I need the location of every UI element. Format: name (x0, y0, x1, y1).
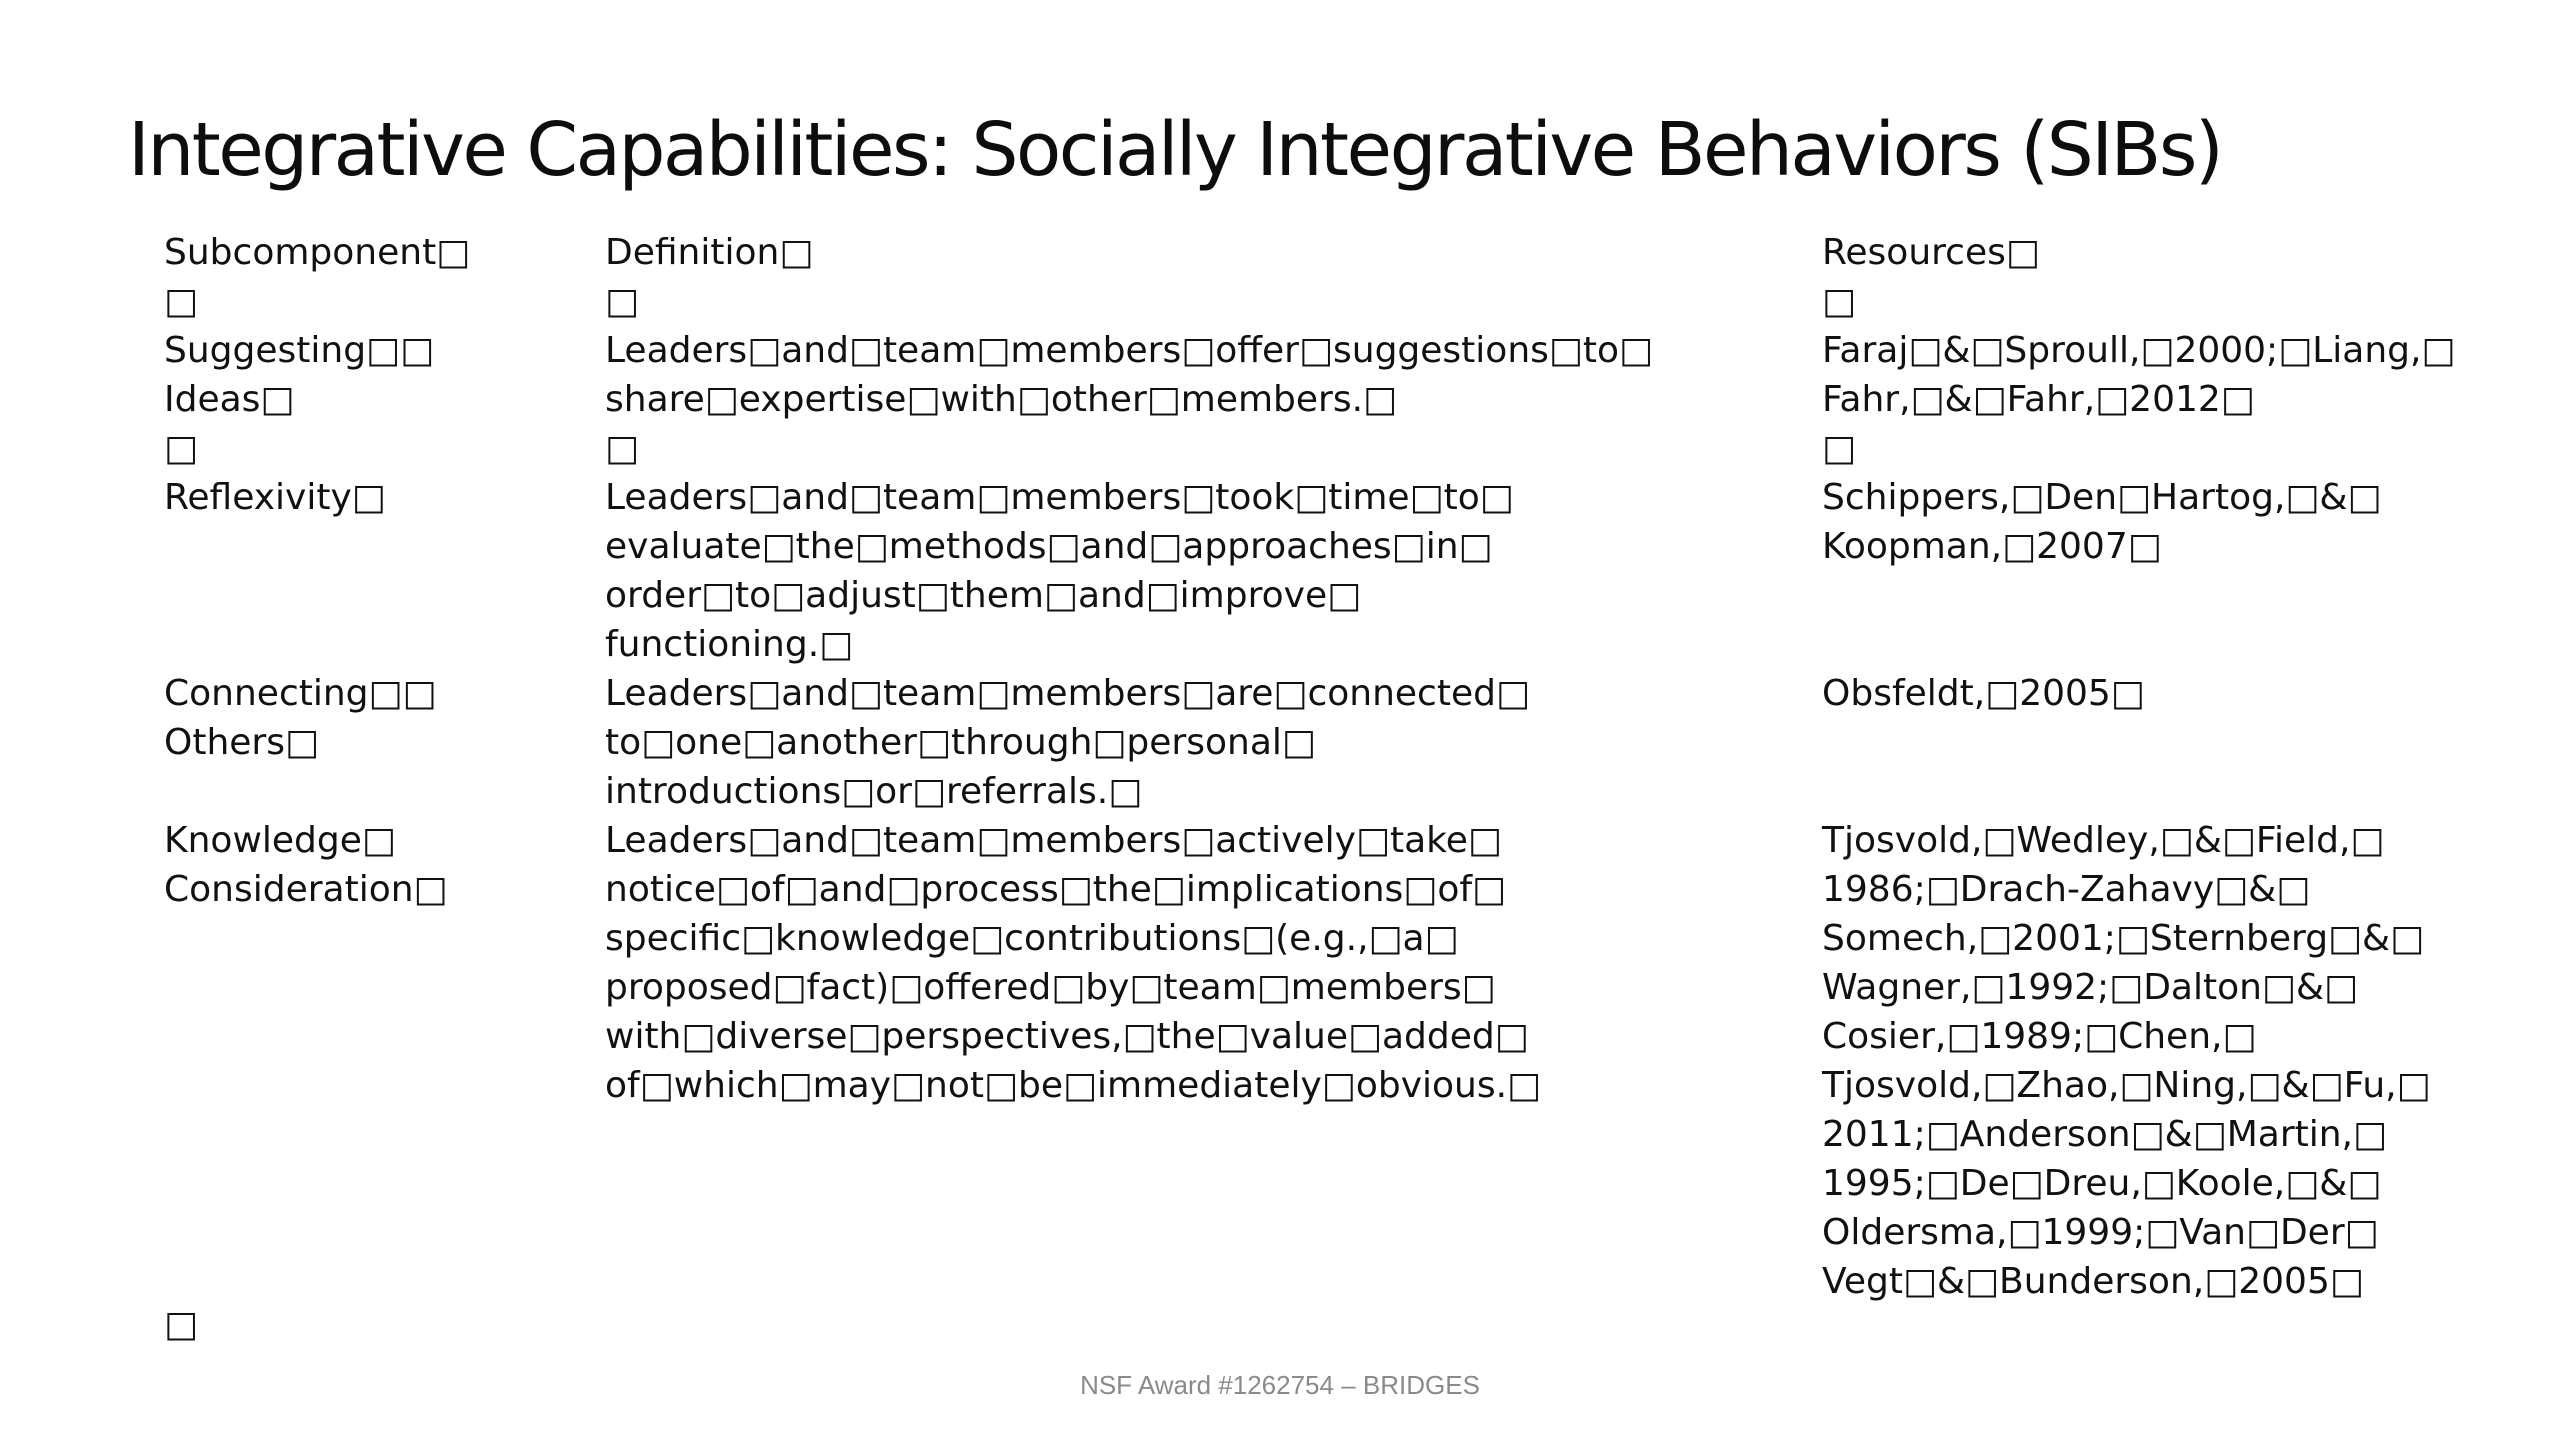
definition-knowledge-line1: Leaders□and□team□members□actively□take□ (605, 820, 1502, 861)
resources-suggesting-line2: Fahr,□&□Fahr,□2012□ (1822, 379, 2255, 420)
definition-suggesting-line3: □ (605, 428, 640, 469)
resources-reflexivity-line2: Koopman,□2007□ (1822, 526, 2162, 567)
subcomponent-suggesting-line2: Ideas□ (164, 379, 295, 420)
resources-knowledge-line3: Somech,□2001;□Sternberg□&□ (1822, 918, 2425, 959)
definition-column (605, 228, 1755, 1110)
definition-knowledge-line2: notice□of□and□process□the□implications□of□ (605, 869, 1507, 910)
subcomponent-header: Subcomponent□ (164, 232, 471, 273)
subcomponent-suggesting-line1: Suggesting□□ (164, 330, 435, 371)
subcomponent-reflexivity-line1: Reflexivity□ (164, 477, 386, 518)
definition-reflexivity-line1: Leaders□and□team□members□took□time□to□ (605, 477, 1514, 518)
subcomponent-connecting-line1: Connecting□□ (164, 673, 437, 714)
resources-header-mark: □ (1822, 281, 1857, 322)
resources-knowledge-line6: Tjosvold,□Zhao,□Ning,□&□Fu,□ (1822, 1065, 2431, 1106)
definition-knowledge-line5: with□diverse□perspectives,□the□value□added□ (605, 1016, 1529, 1057)
subcomponent-knowledge-line1: Knowledge□ (164, 820, 396, 861)
definition-suggesting-line1: Leaders□and□team□members□offer□suggestions□to□ (605, 330, 1654, 371)
resources-header: Resources□ (1822, 232, 2040, 273)
definition-knowledge-line6: of□which□may□not□be□immediately□obvious.□ (605, 1065, 1542, 1106)
definition-reflexivity-line3: order□to□adjust□them□and□improve□ (605, 575, 1362, 616)
definition-connecting-line3: introductions□or□referrals.□ (605, 771, 1143, 812)
resources-column (1822, 228, 2522, 1306)
definition-header-mark: □ (605, 281, 640, 322)
definition-header: Definition□ (605, 232, 814, 273)
slide-title: Integrative Capabilities: Socially Integrative Behaviors (SIBs) (128, 107, 2222, 193)
definition-reflexivity-line2: evaluate□the□methods□and□approaches□in□ (605, 526, 1493, 567)
subcomponent-knowledge-line2: Consideration□ (164, 869, 448, 910)
resources-suggesting-line1: Faraj□&□Sproull,□2000;□Liang,□ (1822, 330, 2456, 371)
resources-knowledge-line8: 1995;□De□Dreu,□Koole,□&□ (1822, 1163, 2382, 1204)
resources-knowledge-line1: Tjosvold,□Wedley,□&□Field,□ (1822, 820, 2385, 861)
resources-knowledge-line4: Wagner,□1992;□Dalton□&□ (1822, 967, 2359, 1008)
definition-knowledge-line3: specific□knowledge□contributions□(e.g.,□a□ (605, 918, 1459, 959)
resources-knowledge-line5: Cosier,□1989;□Chen,□ (1822, 1016, 2257, 1057)
definition-knowledge-line4: proposed□fact)□offered□by□team□members□ (605, 967, 1496, 1008)
resources-knowledge-line7: 2011;□Anderson□&□Martin,□ (1822, 1114, 2388, 1155)
resources-connecting-line1: Obsfeldt,□2005□ (1822, 673, 2145, 714)
resources-reflexivity-line1: Schippers,□Den□Hartog,□&□ (1822, 477, 2382, 518)
trailing-paragraph-mark: □ (164, 1304, 199, 1345)
definition-reflexivity-line4: functioning.□ (605, 624, 854, 665)
definition-connecting-line1: Leaders□and□team□members□are□connected□ (605, 673, 1530, 714)
subcomponent-suggesting-line3: □ (164, 428, 199, 469)
slide-footer: NSF Award #1262754 – BRIDGES (1080, 1370, 1480, 1400)
subcomponent-header-mark: □ (164, 281, 199, 322)
resources-suggesting-line3: □ (1822, 428, 1857, 469)
definition-suggesting-line2: share□expertise□with□other□members.□ (605, 379, 1398, 420)
definition-connecting-line2: to□one□another□through□personal□ (605, 722, 1316, 763)
subcomponent-column (164, 228, 574, 914)
resources-knowledge-line10: Vegt□&□Bunderson,□2005□ (1822, 1261, 2364, 1302)
subcomponent-connecting-line2: Others□ (164, 722, 319, 763)
resources-knowledge-line2: 1986;□Drach-Zahavy□&□ (1822, 869, 2311, 910)
resources-knowledge-line9: Oldersma,□1999;□Van□Der□ (1822, 1212, 2379, 1253)
